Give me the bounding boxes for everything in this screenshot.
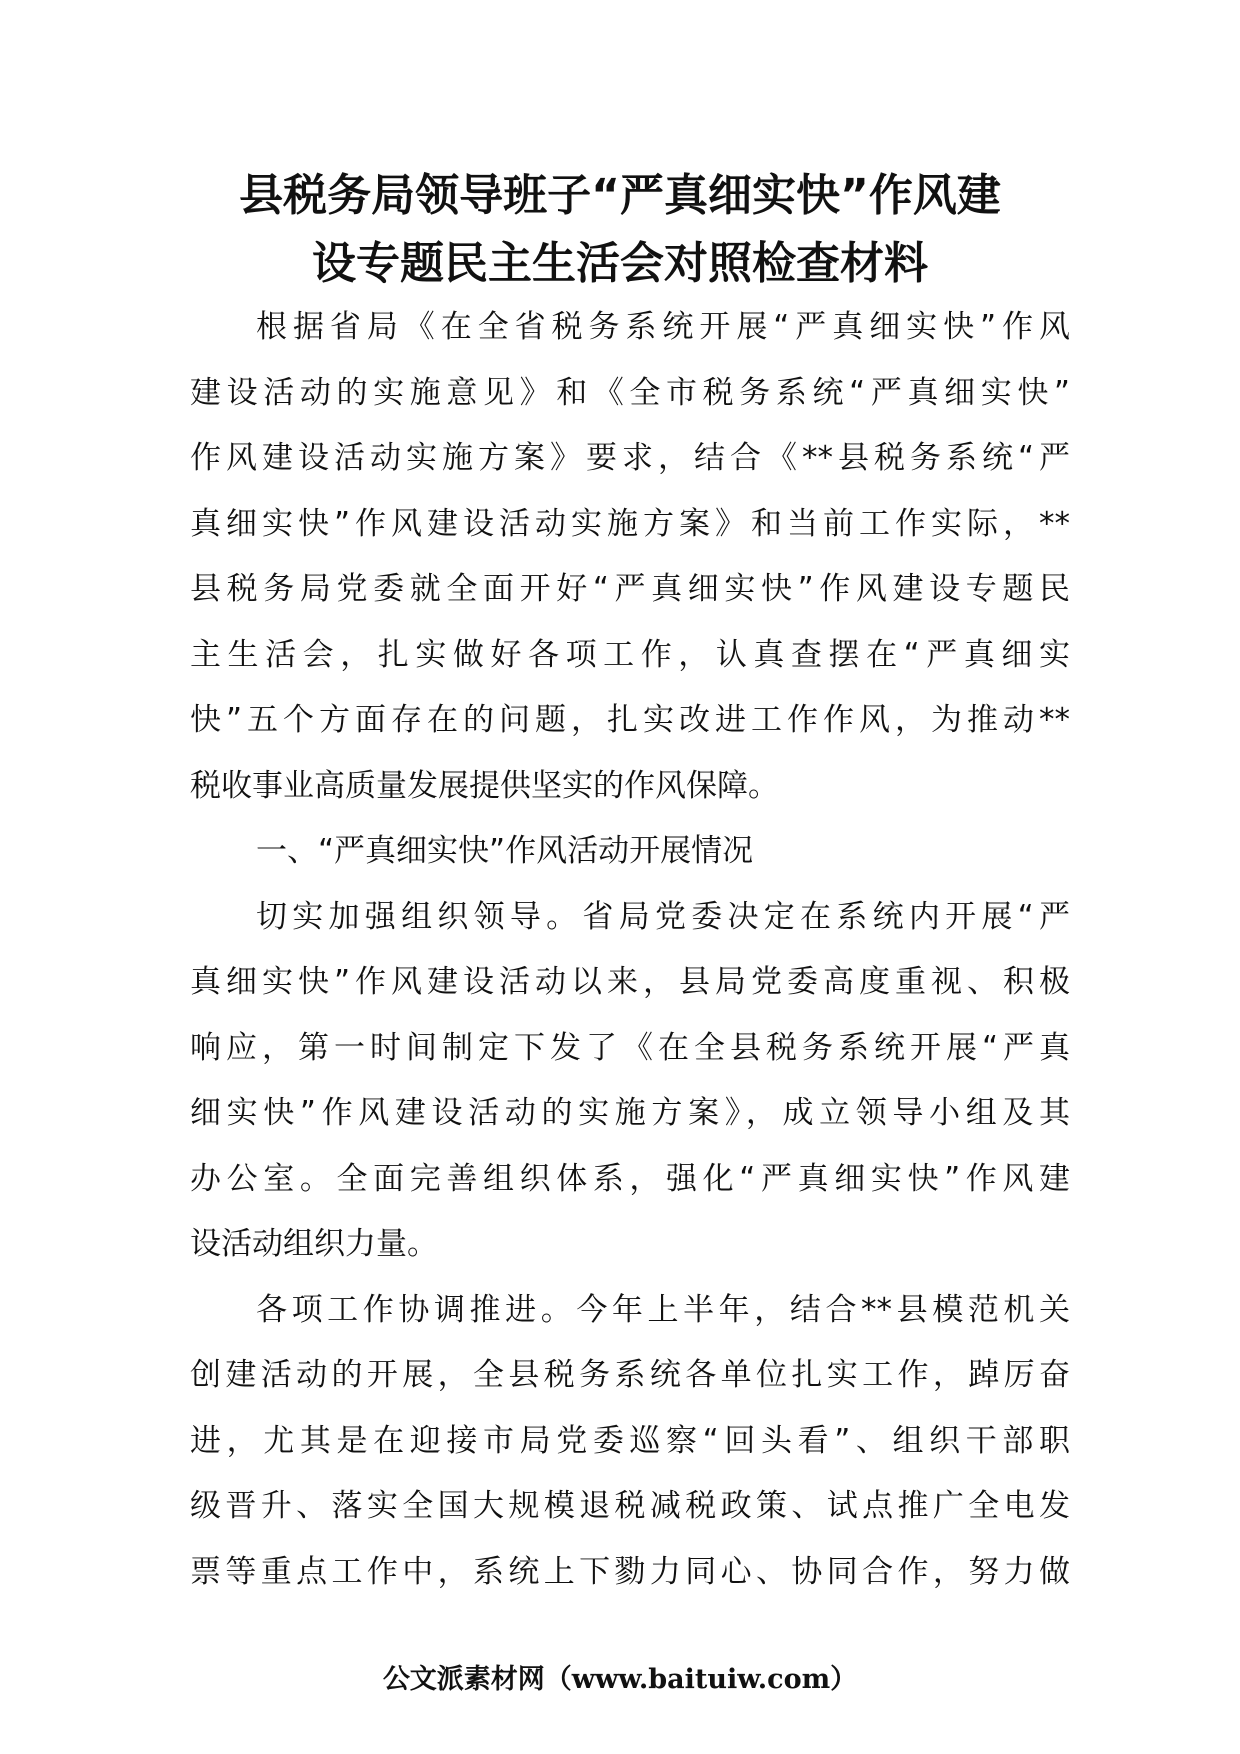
paragraph-line: 各项工作协调推进。今年上半年，结合**县模范机关 xyxy=(256,1291,1070,1328)
paragraph-line: 设活动组织力量。 xyxy=(190,1226,438,1262)
paragraph-line: 根据省局《在全省税务系统开展“严真细实快”作风 xyxy=(256,309,1070,345)
paragraph-coordination xyxy=(190,1278,1070,1606)
paragraph-line: 细实快”作风建设活动的实施方案》，成立领导小组及其 xyxy=(190,1095,1070,1131)
paragraph-line: 办公室。全面完善组织体系，强化“严真细实快”作风建 xyxy=(190,1160,1070,1197)
paragraph-line: 快”五个方面存在的问题，扎实改进工作作风，为推动** xyxy=(190,702,1070,738)
paragraph-line: 县税务局党委就全面开好“严真细实快”作风建设专题民 xyxy=(190,571,1070,607)
paragraph-line: 建设活动的实施意见》和《全市税务系统“严真细实快” xyxy=(190,374,1070,411)
paragraph-line: 切实加强组织领导。省局党委决定在系统内开展“严 xyxy=(256,898,1070,935)
paragraph-line: 创建活动的开展，全县税务系统各单位扎实工作，踔厉奋 xyxy=(190,1357,1070,1393)
paragraph-line: 真细实快”作风建设活动以来，县局党委高度重视、积极 xyxy=(190,964,1070,1000)
paragraph-line: 响应，第一时间制定下发了《在全县税务系统开展“严真 xyxy=(190,1029,1070,1066)
title-line: 设专题民主生活会对照检查材料 xyxy=(312,238,928,289)
paragraph-organization xyxy=(190,885,1070,1278)
paragraph-line: 真细实快”作风建设活动实施方案》和当前工作实际，** xyxy=(190,505,1070,542)
section-heading xyxy=(190,819,1070,885)
paragraph-line: 进，尤其是在迎接市局党委巡察“回头看”、组织干部职 xyxy=(190,1422,1070,1459)
document-body xyxy=(190,295,1070,1605)
paragraph-line: 票等重点工作中，系统上下勠力同心、协同合作，努力做 xyxy=(190,1553,1070,1590)
paragraph-line: 作风建设活动实施方案》要求，结合《**县税务系统“严 xyxy=(190,440,1070,476)
paragraph-line: 级晋升、落实全国大规模退税减税政策、试点推广全电发 xyxy=(190,1488,1070,1524)
paragraph-line: 主生活会，扎实做好各项工作，认真查摆在“严真细实 xyxy=(190,636,1070,673)
document-title xyxy=(150,162,1090,298)
section-heading-text: 一、“严真细实快”作风活动开展情况 xyxy=(256,833,754,869)
footer-watermark-text: 公文派素材网（www.baituiw.com） xyxy=(382,1664,858,1695)
title-line: 县税务局领导班子“严真细实快”作风建 xyxy=(239,170,1001,221)
paragraph-line: 税收事业高质量发展提供坚实的作风保障。 xyxy=(190,767,779,804)
paragraph-intro xyxy=(190,295,1070,819)
